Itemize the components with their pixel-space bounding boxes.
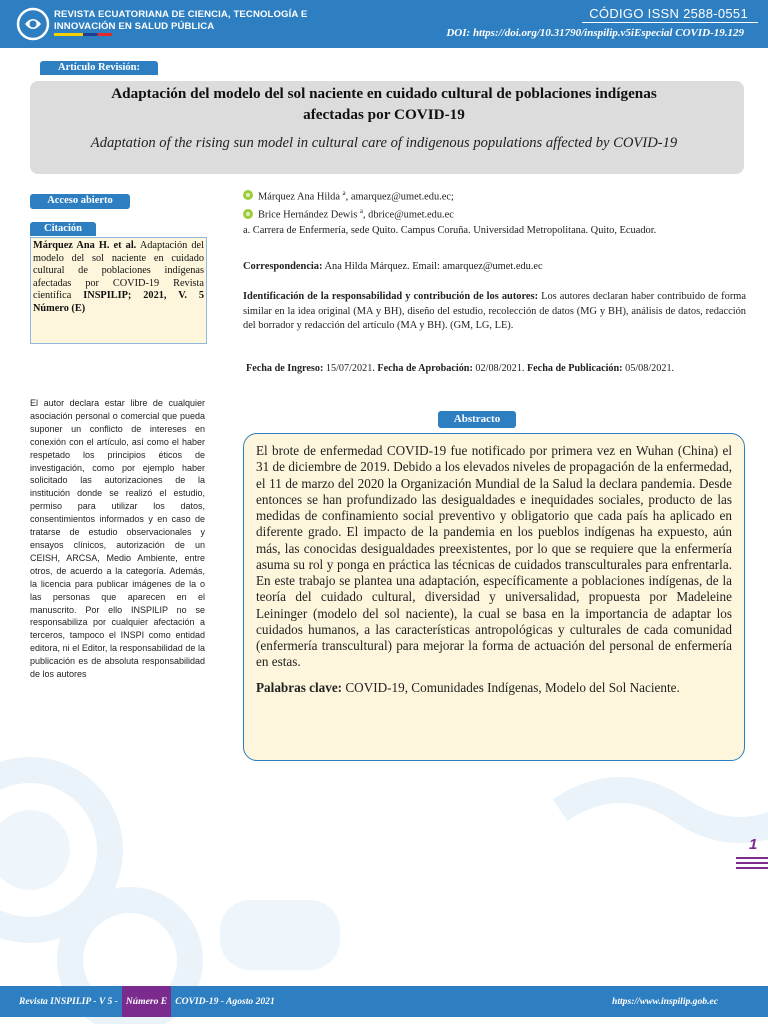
author-affiliation-mark: a — [359, 207, 363, 216]
author-item — [243, 204, 746, 222]
author-item — [243, 186, 746, 204]
author-email[interactable]: , amarquez@umet.edu.ec; — [345, 191, 454, 203]
footer-website-link[interactable]: https://www.inspilip.gob.ec — [612, 996, 718, 1007]
issn-code: CÓDIGO ISSN 2588-0551 — [589, 6, 748, 21]
footer-issue-badge: Número E — [122, 986, 171, 1017]
footer-citation — [19, 986, 275, 1017]
abstract-label: Abstracto — [438, 411, 516, 428]
correspondence-text: Ana Hilda Márquez. Email: amarquez@umet.edu.ec — [322, 261, 543, 272]
page-number-rule — [736, 867, 768, 869]
journal-name — [54, 9, 307, 33]
keywords — [256, 680, 732, 696]
received-date: 15/07/2021. — [323, 363, 378, 374]
journal-name-line1: REVISTA ECUATORIANA DE CIENCIA, TECNOLOGÍA E — [54, 9, 308, 20]
citation-label: Citación — [30, 222, 96, 236]
article-title-english: Adaptation of the rising sun model in cultural care of indigenous populations affected by COVID-19 — [90, 135, 678, 151]
article-title-spanish: Adaptación del modelo del sol naciente en cuidado cultural de poblaciones indígenas afectadas por COVID-19 — [111, 85, 657, 123]
article-type-badge: Artículo Revisión: — [40, 61, 158, 75]
citation-box — [30, 237, 207, 344]
footer-issue-date: COVID-19 - Agosto 2021 — [175, 996, 275, 1007]
contribution-label: Identificación de la responsabilidad y contribución de los autores: — [243, 291, 539, 302]
open-access-badge: Acceso abierto — [30, 194, 130, 209]
orcid-icon[interactable] — [243, 209, 253, 219]
author-name: Brice Hernández Dewis — [258, 209, 360, 221]
page-footer — [0, 986, 768, 1017]
abstract-box — [243, 433, 745, 761]
keywords-text: COVID-19, Comunidades Indígenas, Modelo del Sol Naciente. — [342, 679, 680, 695]
author-entry — [258, 204, 454, 222]
citation-authors: Márquez Ana H. et al. — [33, 240, 137, 251]
inspilip-logo-icon — [16, 7, 50, 41]
orcid-icon[interactable] — [243, 190, 253, 200]
citation-journal: INSPILIP; 2021, V. 5 Número (E) — [33, 290, 204, 314]
author-email[interactable]: , dbrice@umet.edu.ec — [362, 209, 454, 221]
author-name: Márquez Ana Hilda — [258, 191, 343, 203]
page-number: 1 — [749, 836, 758, 853]
correspondence-label: Correspondencia: — [243, 261, 323, 272]
citation-body: Adaptación del modelo del sol naciente en cuidado cultural de poblaciones indígenas afectadas por COVID-19 Revista científica — [33, 240, 204, 301]
approved-date-label: Fecha de Aprobación: — [377, 363, 473, 374]
article-dates — [246, 363, 746, 374]
ecuador-flag-stripe — [54, 33, 112, 36]
page-number-rule — [736, 857, 768, 859]
approved-date: 02/08/2021. — [472, 363, 527, 374]
footer-volume: Revista INSPILIP - V 5 - — [19, 996, 118, 1007]
issn-divider — [582, 22, 758, 23]
conflict-of-interest-disclaimer: El autor declara estar libre de cualquier asociación personal o comercial que pueda suponer un conflicto de intereses en conexión con el artículo, así como el haber respetado los principios éticos de investigación, como por ejemplo haber solicitado las autorizaciones de la institución donde se realizó el estudio, permiso para utilizar los datos, consentimientos informados y en caso de tratarse de estudio observacionales y ensayos clínicos, autorización de un CEISH, ARCSA, Medio Ambiente, entre otros, de acuerdo a la categoría. Además, la licencia para publicar imágenes de la o las personas que aparecen en el manuscrito. Por ello INSPILIP no se responsabiliza por cualquier afectación a terceros, tampoco el INSPI como entidad editora, ni el Editor, la responsabilidad de la publicación es de absoluta responsabilidad de los autores — [30, 398, 205, 680]
author-contribution — [243, 290, 746, 334]
published-date-label: Fecha de Publicación: — [526, 363, 623, 374]
doi-link[interactable]: DOI: https://doi.org/10.31790/inspilip.v5iEspecial COVID-19.129 — [446, 27, 744, 39]
abstract-text: El brote de enfermedad COVID-19 fue notificado por primera vez en Wuhan (China) el 31 de diciembre de 2019. Debido a los elevados niveles de propagación de la enfermedad, el 11 de marzo del 2020 la Organización Mundial de la Salud la declara pandemia. Desde entonces se han profundizado las desigualdades e inequidades sociales, producto de las medidas de confinamiento social preventivo y obligatorio que cada país ha aplicado en diferente grado. El impacto de la pandemia en los pueblos indígenas ha expuesto, aún más, las conocidas desigualdades preexistentes, por lo que se requiere que la enfermería asuma su rol y ponga en práctica las técnicas de cuidados transculturales para enfrentarla. En este trabajo se plantea una adaptación, específicamente a poblaciones indígenas, de la teoría del cuidado cultural, diversidad y universalidad, propuesta por Madeleine Leininger (modelo del sol naciente), la cual se basa en la importancia de adaptar los cuidados humanos, a las características antropológicas y culturales de cada comunidad (enfermería transcultural) para mejorar la forma de actuación del personal de enfermería en estas. — [256, 443, 732, 670]
contribution-text: Los autores declaran haber contribuido de forma similar en la idea original (MA y BH), diseño del estudio, recolección de datos (MG y BH), análisis de datos, redacción del borrador y redacción del artículo (MA y BH). (GM, LG, LE). — [243, 291, 746, 331]
author-affiliation-mark: a — [342, 189, 346, 197]
author-list — [243, 186, 746, 238]
correspondence — [243, 260, 746, 275]
author-entry — [258, 186, 454, 204]
journal-header — [0, 0, 768, 48]
published-date: 05/08/2021. — [622, 363, 675, 374]
received-date-label: Fecha de Ingreso: — [246, 363, 324, 374]
journal-name-line2: INNOVACIÓN EN SALUD PÚBLICA — [54, 21, 215, 32]
author-affiliation: a. Carrera de Enfermería, sede Quito. Campus Coruña. Universidad Metropolitana. Quito, Ecuador. — [243, 224, 657, 236]
keywords-label: Palabras clave: — [256, 679, 343, 695]
page-number-rule — [736, 862, 768, 864]
